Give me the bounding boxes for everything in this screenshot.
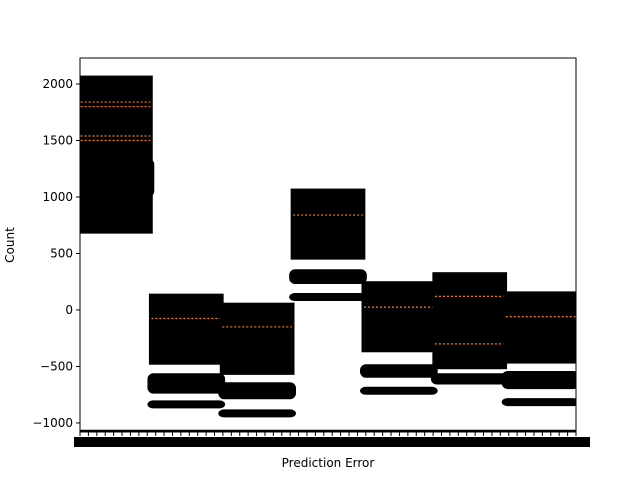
x-axis [74, 432, 590, 447]
y-tick-label: −500 [40, 359, 73, 374]
y-tick-label: 500 [50, 246, 73, 261]
box-1 [79, 76, 153, 233]
box-5 [362, 282, 436, 352]
flier-cluster-7-1 [502, 371, 580, 389]
y-tick-label: −1000 [32, 415, 73, 430]
box-7 [504, 292, 578, 363]
flier-cluster-6-1 [431, 373, 509, 384]
flier-cluster-7-2 [502, 398, 580, 406]
flier-cluster-3-1 [218, 382, 296, 399]
y-tick-label: 1000 [42, 189, 73, 204]
flier-cluster-5-1 [360, 364, 438, 378]
flier-cluster-2-1 [147, 373, 225, 393]
y-tick-label: 2000 [42, 76, 73, 91]
y-axis-title: Count [3, 227, 17, 263]
flier-cluster-5-2 [360, 387, 438, 395]
x-tick-band [80, 430, 576, 436]
box-2 [149, 294, 223, 364]
flier-cluster-4-1 [289, 269, 367, 284]
box-3 [220, 303, 294, 374]
y-tick-label: 1500 [42, 133, 73, 148]
x-axis-title: Prediction Error [281, 456, 375, 470]
flier-cluster-3-2 [218, 409, 296, 417]
x-tick-labels-overlap [74, 437, 590, 447]
box-4 [291, 189, 365, 259]
box-6 [433, 273, 507, 369]
flier-cluster-2-2 [147, 400, 225, 408]
y-axis [32, 77, 80, 430]
y-tick-label: 0 [65, 302, 73, 317]
flier-cluster-4-2 [289, 293, 367, 301]
chart-marks [77, 76, 580, 436]
